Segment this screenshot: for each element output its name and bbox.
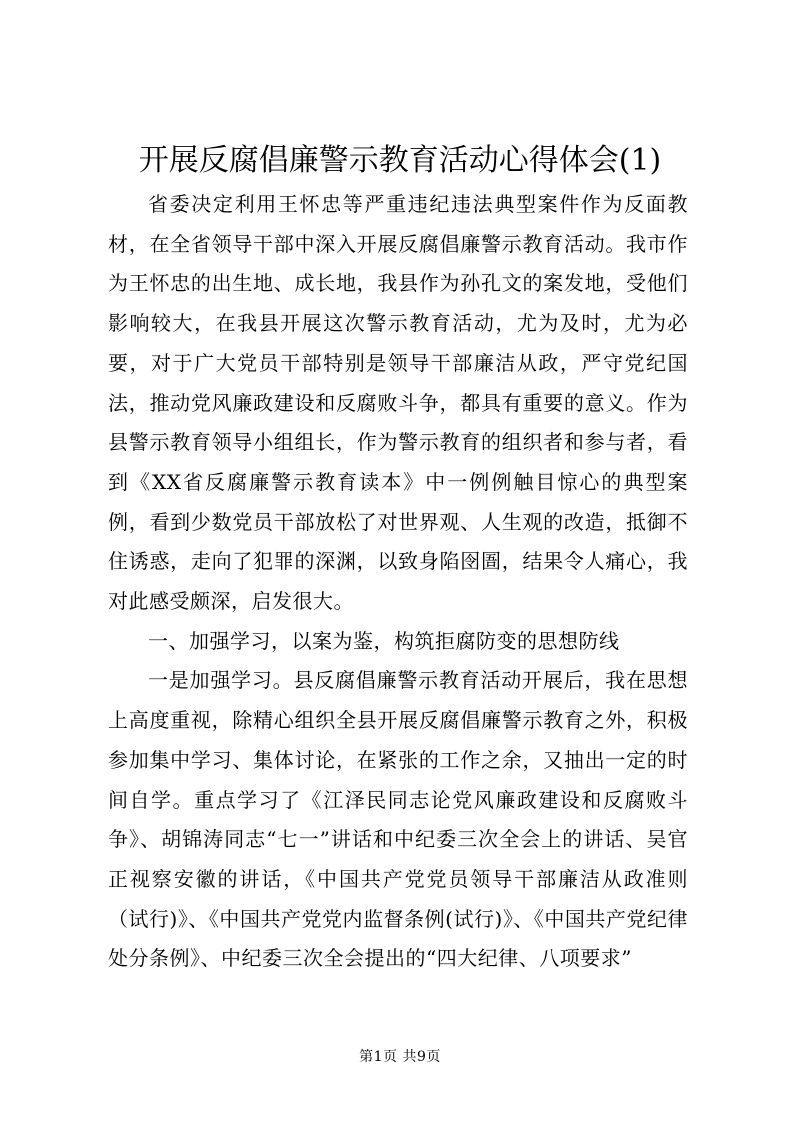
paragraph-intro: 省委决定利用王怀忠等严重违纪违法典型案件作为反面教材，在全省领导干部中深入开展反腐倡廉警示教育活动。我市作为王怀忠的出生地、成长地，我县作为孙孔文的案发地，受他们影响较大，在我县开展这次警示教育活动，尤为及时，尤为必要，对于广大党员干部特别是领导干部廉洁从政，严守党纪国法，推动党风廉政建设和反腐败斗争，都具有重要的意义。作为县警示教育领导小组组长，作为警示教育的组织者和参与者，看到《XX省反腐廉警示教育读本》中一例例触目惊心的典型案例，看到少数党员干部放松了对世界观、人生观的改造，抵御不住诱惑，走向了犯罪的深渊，以致身陷囹圄，结果令人痛心，我对此感受颇深，启发很大。 [108, 192, 688, 614]
document-body [108, 185, 688, 979]
document-title: 开展反腐倡廉警示教育活动心得体会(1) [138, 143, 662, 178]
page-number-footer: 第1页 共9页 [359, 1049, 441, 1065]
section-heading: 一、加强学习，以案为鉴，构筑拒腐防变的思想防线 [148, 628, 620, 653]
paragraph-study: 一是加强学习。县反腐倡廉警示教育活动开展后，我在思想上高度重视，除精心组织全县开展反腐倡廉警示教育之外，积极参加集中学习、集体讨论，在紧张的工作之余，又抽出一定的时间自学。重点学习了《江泽民同志论党风廉政建设和反腐败斗争》、胡锦涛同志“七一”讲话和中纪委三次全会上的讲话、吴官正视察安徽的讲话，《中国共产党党员领导干部廉洁从政准则（试行)》、《中国共产党党内监督条例(试行)》、《中国共产党纪律处分条例》、中纪委三次全会提出的“四大纪律、八项要求” [108, 668, 688, 971]
